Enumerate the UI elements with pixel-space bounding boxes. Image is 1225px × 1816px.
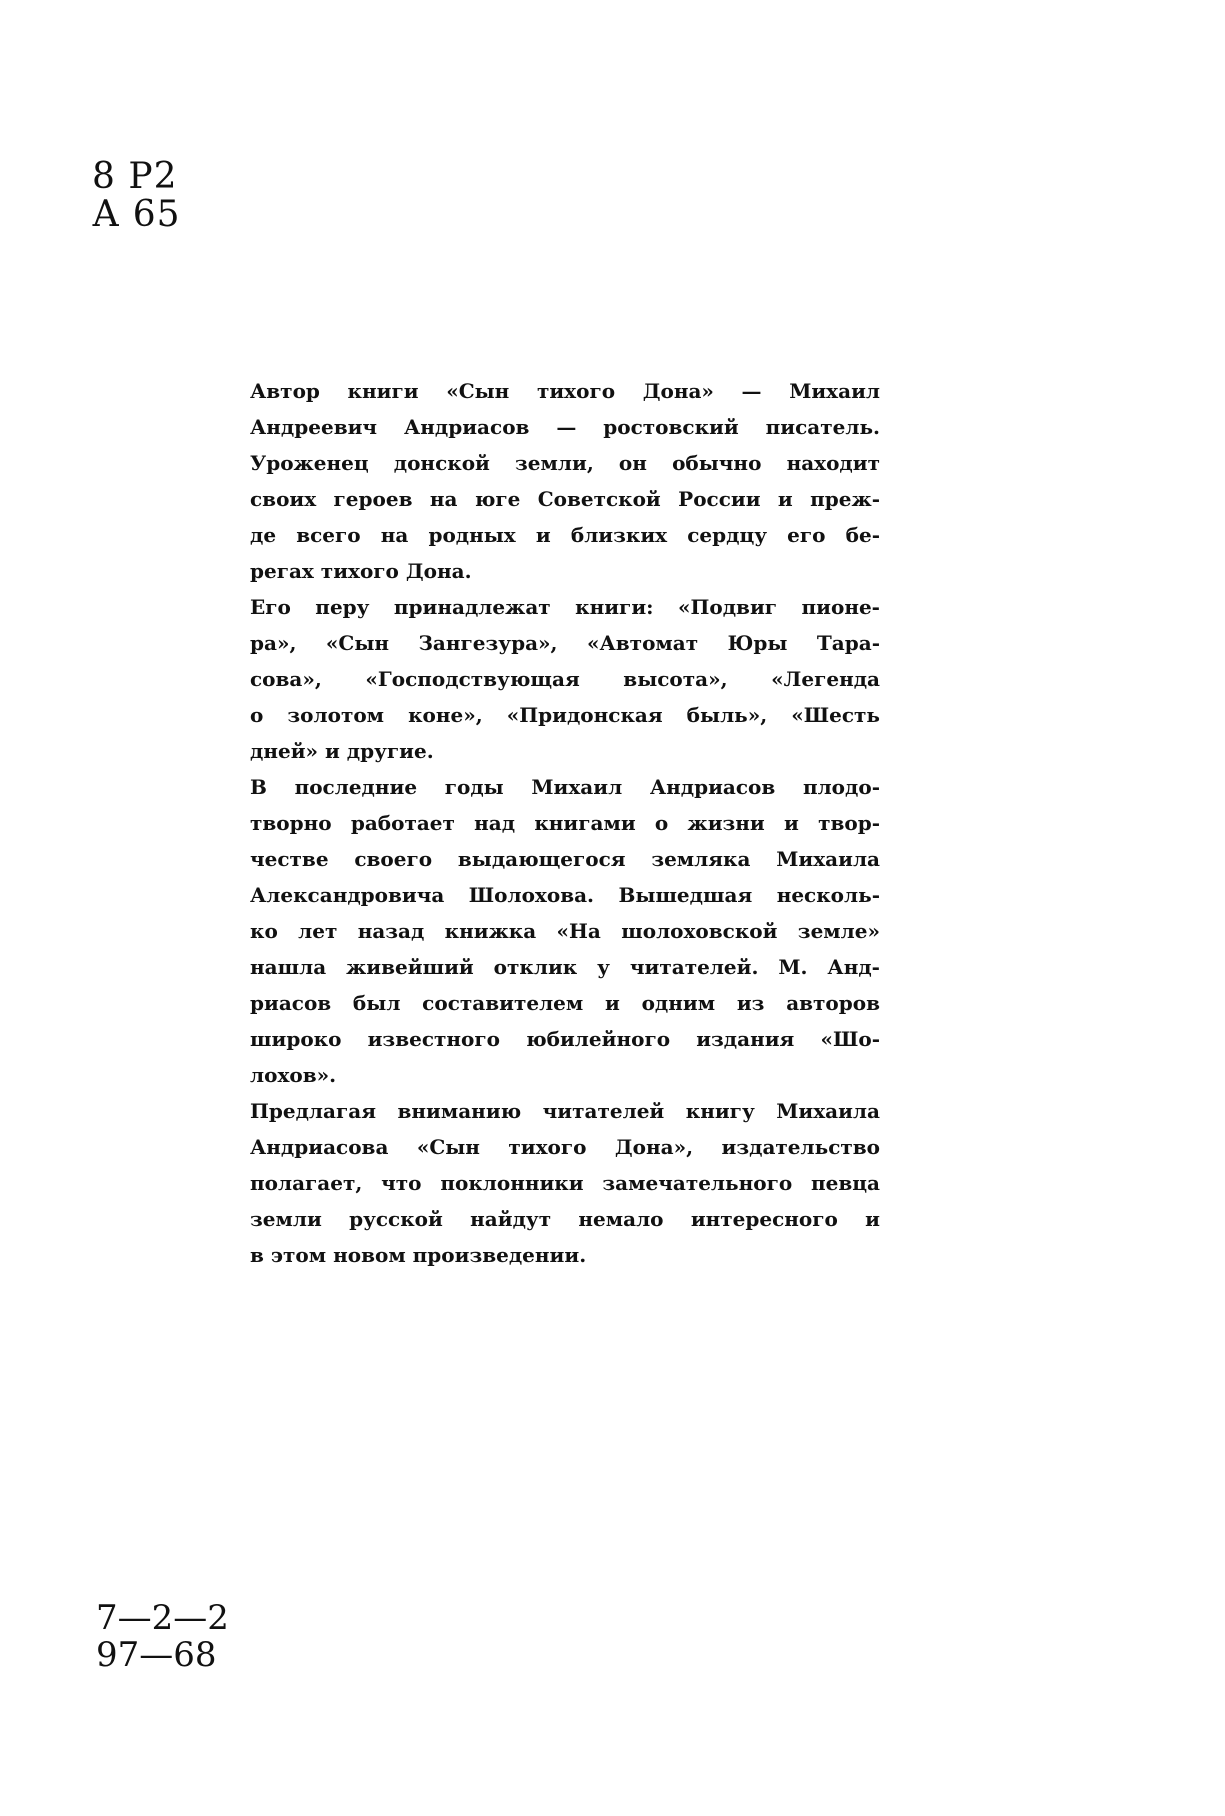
text-line: в этом новом произведении. xyxy=(250,1243,587,1267)
author-mark: А 65 xyxy=(92,194,181,235)
print-code-line-2: 97—68 xyxy=(96,1635,217,1675)
text-line: регах тихого Дона. xyxy=(250,559,472,583)
text-line: Андриасова «Сын тихого Дона», издательство xyxy=(250,1135,880,1159)
text-line: Уроженец донской земли, он обычно находит xyxy=(250,451,880,475)
text-line: ра», «Сын Зангезура», «Автомат Юры Тара- xyxy=(250,631,880,655)
text-line: полагает, что поклонники замечательного певца xyxy=(250,1171,880,1195)
text-line: честве своего выдающегося земляка Михаила xyxy=(250,847,880,871)
text-line: Предлагая вниманию читателей книгу Михаила xyxy=(250,1099,880,1123)
text-line: Автор книги «Сын тихого Дона» — Михаил xyxy=(250,379,880,403)
text-line: сова», «Господствующая высота», «Легенда xyxy=(250,667,880,691)
annotation-text xyxy=(250,373,880,1273)
bbk-code: 8 Р2 xyxy=(92,156,178,197)
text-line: широко известного юбилейного издания «Шо- xyxy=(250,1027,880,1051)
annotation-paragraph xyxy=(250,373,880,589)
print-code xyxy=(96,1600,229,1674)
text-line: дней» и другие. xyxy=(250,739,434,763)
annotation-paragraph xyxy=(250,769,880,1093)
text-line: о золотом коне», «Придонская быль», «Шесть xyxy=(250,703,880,727)
print-code-line-1: 7—2—2 xyxy=(96,1598,229,1638)
text-line: лохов». xyxy=(250,1063,337,1087)
text-line: Александровича Шолохова. Вышедшая несколь- xyxy=(250,883,880,907)
annotation-paragraph xyxy=(250,1093,880,1273)
text-line: Его перу принадлежат книги: «Подвиг пионе- xyxy=(250,595,880,619)
text-line: творно работает над книгами о жизни и твор- xyxy=(250,811,880,835)
text-line: В последние годы Михаил Андриасов плодо- xyxy=(250,775,880,799)
text-line: земли русской найдут немало интересного и xyxy=(250,1207,880,1231)
text-line: своих героев на юге Советской России и преж- xyxy=(250,487,880,511)
classification-index xyxy=(92,158,181,234)
text-line: де всего на родных и близких сердцу его бе- xyxy=(250,523,880,547)
text-line: нашла живейший отклик у читателей. М. Анд- xyxy=(250,955,880,979)
text-line: ко лет назад книжка «На шолоховской земле» xyxy=(250,919,880,943)
text-line: риасов был составителем и одним из авторов xyxy=(250,991,880,1015)
text-line: Андреевич Андриасов — ростовский писатель. xyxy=(250,415,880,439)
annotation-paragraph xyxy=(250,589,880,769)
